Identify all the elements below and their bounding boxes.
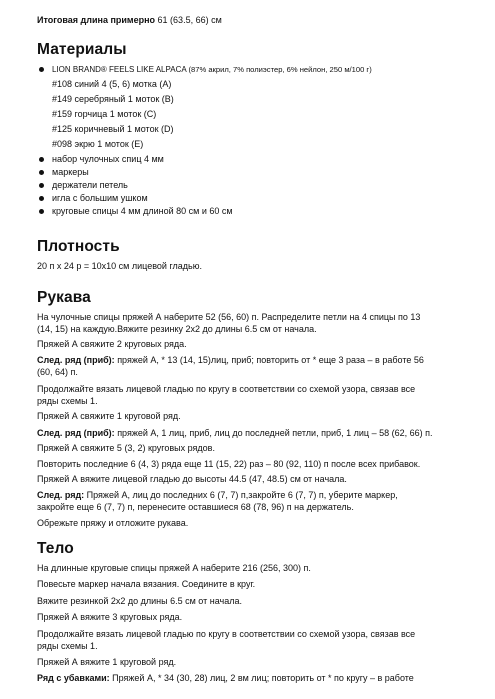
body-text: Пряжей А вяжите 1 круговой ряд. bbox=[37, 657, 177, 667]
final-length-label: Итоговая длина примерно bbox=[37, 15, 156, 25]
sleeves-text: Пряжей А свяжите 2 круговых ряда. bbox=[37, 339, 187, 349]
yarn-color-item: #159 горчица 1 моток (С) bbox=[52, 109, 157, 119]
tool-item: круговые спицы 4 мм длиной 80 см и 60 см bbox=[52, 206, 233, 216]
gauge-text: 20 п х 24 р = 10х10 см лицевой гладью. bbox=[37, 261, 202, 271]
row-label: След. ряд (приб): bbox=[37, 428, 115, 438]
sleeves-bindoff-row bbox=[37, 490, 398, 501]
sleeves-text: ряды схемы 1. bbox=[37, 396, 98, 406]
body-text: Вяжите резинкой 2х2 до длины 6.5 см от начала. bbox=[37, 596, 242, 606]
gauge-heading: Плотность bbox=[37, 238, 120, 255]
materials-heading: Материалы bbox=[37, 41, 127, 58]
sleeves-text: Обрежьте пряжу и отложите рукава. bbox=[37, 518, 189, 528]
body-decrease-row bbox=[37, 673, 414, 684]
body-text: Повесьте маркер начала вязания. Соедините в круг. bbox=[37, 579, 256, 589]
row-text: пряжей А, 1 лиц, приб, лиц до последней петли, приб, 1 лиц – 58 (62, 66) п. bbox=[114, 428, 433, 438]
sleeves-text: (14, 15) на каждую.Вяжите резинку 2х2 до длины 6.5 см от начала. bbox=[37, 324, 317, 334]
sleeves-text: (60, 64) п. bbox=[37, 367, 78, 377]
final-length-line bbox=[37, 15, 222, 26]
sleeves-text: Пряжей А свяжите 5 (3, 2) круговых рядов. bbox=[37, 443, 215, 453]
yarn-color-item: #125 коричневый 1 моток (D) bbox=[52, 124, 174, 134]
yarn-color-item: #108 синий 4 (5, 6) мотка (А) bbox=[52, 79, 172, 89]
body-text: На длинные круговые спицы пряжей А наберите 216 (256, 300) п. bbox=[37, 563, 311, 573]
tool-item: набор чулочных спиц 4 мм bbox=[52, 154, 164, 164]
body-heading: Тело bbox=[37, 540, 74, 557]
sleeves-text: Пряжей А вяжите лицевой гладью до высоты 44.5 (47, 48.5) см от начала. bbox=[37, 474, 347, 484]
tool-item: держатели петель bbox=[52, 180, 128, 190]
sleeves-heading: Рукава bbox=[37, 289, 91, 306]
sleeves-increase-row bbox=[37, 428, 432, 439]
body-text: Продолжайте вязать лицевой гладью по кругу в соответствии со схемой узора, связав все bbox=[37, 629, 416, 639]
yarn-name: LION BRAND® FEELS LIKE ALPACA bbox=[52, 65, 187, 74]
sleeves-increase-row bbox=[37, 355, 424, 366]
sleeves-text: Продолжайте вязать лицевой гладью по кругу в соответствии со схемой узора, связав все bbox=[37, 384, 416, 394]
yarn-color-item: #149 серебряный 1 моток (В) bbox=[52, 94, 174, 104]
yarn-color-item: #098 экрю 1 моток (Е) bbox=[52, 139, 144, 149]
row-text: Пряжей А, лиц до последних 6 (7, 7) п,закройте 6 (7, 7) п, уберите маркер, bbox=[84, 490, 398, 500]
sleeves-text: Повторить последние 6 (4, 3) ряда еще 11 (15, 22) раз – 80 (92, 110) п после всех прибавок. bbox=[37, 459, 421, 469]
sleeves-text: закройте еще 6 (7, 7) п, перенесите оставшиеся 68 (78, 96) п на держатель. bbox=[37, 502, 354, 512]
row-label: След. ряд (приб): bbox=[37, 355, 115, 365]
body-text: ряды схемы 1. bbox=[37, 641, 98, 651]
final-length-value: 61 (63.5, 66) см bbox=[157, 15, 222, 25]
yarn-spec: (87% акрил, 7% полиэстер, 6% нейлон, 250 м/100 г) bbox=[188, 65, 372, 74]
row-label: Ряд с убавками: bbox=[37, 673, 110, 683]
row-text: Пряжей А, * 34 (30, 28) лиц, 2 вм лиц; повторить от * по кругу – в работе bbox=[109, 673, 414, 683]
row-text: пряжей А, * 13 (14, 15)лиц, приб; повторить от * еще 3 раза – в работе 56 bbox=[114, 355, 424, 365]
sleeves-text: Пряжей А свяжите 1 круговой ряд. bbox=[37, 411, 181, 421]
body-text: Пряжей А вяжите 3 круговых ряда. bbox=[37, 612, 183, 622]
tool-item: маркеры bbox=[52, 167, 89, 177]
yarn-line bbox=[52, 64, 372, 75]
row-label: След. ряд: bbox=[37, 490, 85, 500]
tool-item: игла с большим ушком bbox=[52, 193, 148, 203]
sleeves-text: На чулочные спицы пряжей А наберите 52 (56, 60) п. Распределите петли на 4 спицы по 13 bbox=[37, 312, 421, 322]
